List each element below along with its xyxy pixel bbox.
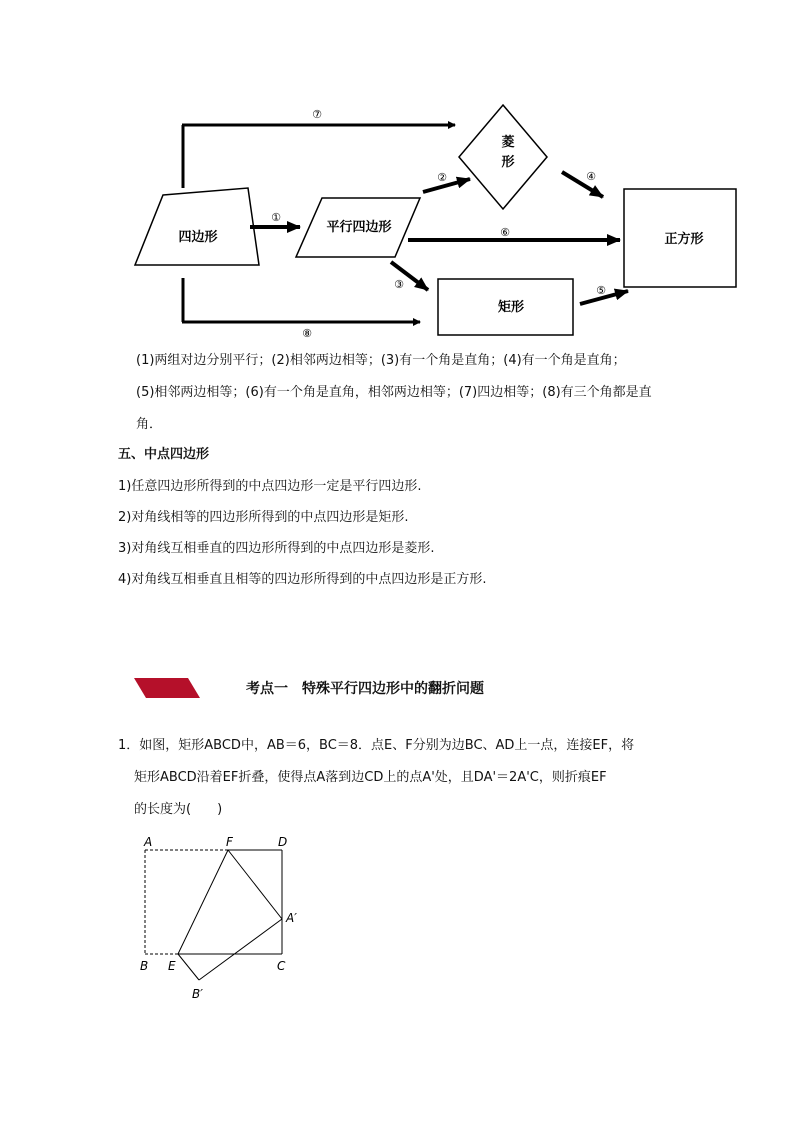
arrow-8: [182, 278, 420, 322]
question-line-2: 矩形ABCD沿着EF折叠，使得点A落到边CD上的点A'处，且DA'＝2A'C，则折痕EF: [134, 770, 607, 785]
figure-label-D: D: [278, 835, 288, 849]
arrow-label-4: ④: [586, 170, 596, 183]
square-label: 正方形: [664, 232, 704, 247]
arrow-4: [562, 172, 603, 197]
figure-label-E: E: [168, 959, 176, 973]
rectangle-label: 矩形: [497, 300, 525, 315]
question-line-1: 1．如图，矩形ABCD中，AB＝6，BC＝8．点E、F分别为边BC、AD上一点，连接EF，将: [118, 738, 635, 753]
section-heading: 五、中点四边形: [118, 447, 210, 462]
section-item-4: 4)对角线互相垂直且相等的四边形所得到的中点四边形是正方形.: [118, 572, 487, 587]
quadrilateral-label: 四边形: [178, 230, 218, 245]
figure-label-F: F: [226, 835, 233, 849]
rhombus-label-1: 菱: [501, 135, 515, 150]
question-line-3: 的长度为( ): [134, 802, 223, 817]
arrow-7: [182, 125, 455, 188]
arrow-label-5: ⑤: [596, 284, 606, 297]
figure-label-A: A: [144, 835, 153, 849]
banner-accent-shape: [130, 677, 206, 699]
section-item-2: 2)对角线相等的四边形所得到的中点四边形是矩形.: [118, 510, 409, 525]
section-item-3: 3)对角线互相垂直的四边形所得到的中点四边形是菱形.: [118, 541, 435, 556]
figure-label-B-prime: B′: [192, 987, 203, 1001]
rhombus-label-2: 形: [501, 155, 515, 170]
figure-label-A-prime: A′: [286, 911, 297, 925]
quadrilateral-flowchart: [0, 0, 794, 350]
parallelogram-label: 平行四边形: [326, 220, 392, 235]
figure-label-B: B: [140, 959, 149, 973]
arrow-label-2: ②: [437, 171, 447, 184]
fold-figure: [130, 830, 320, 1005]
arrow-label-3: ③: [394, 278, 404, 291]
arrow-label-7: ⑦: [312, 108, 322, 121]
arrow-label-1: ①: [271, 211, 281, 224]
section-item-1: 1)任意四边形所得到的中点四边形一定是平行四边形.: [118, 479, 422, 494]
conditions-line-1: (1)两组对边分别平行；(2)相邻两边相等；(3)有一个角是直角；(4)有一个角是直角；: [136, 353, 626, 368]
conditions-line-2: (5)相邻两边相等；(6)有一个角是直角，相邻两边相等；(7)四边相等；(8)有三个角都是直: [136, 385, 652, 400]
arrow-label-6: ⑥: [500, 226, 510, 239]
figure-label-C: C: [277, 959, 286, 973]
banner-title: 考点一 特殊平行四边形中的翻折问题: [246, 681, 484, 697]
arrow-label-8: ⑧: [302, 327, 312, 340]
quadrilateral-shape: [135, 188, 259, 265]
conditions-line-3: 角．: [136, 417, 163, 432]
